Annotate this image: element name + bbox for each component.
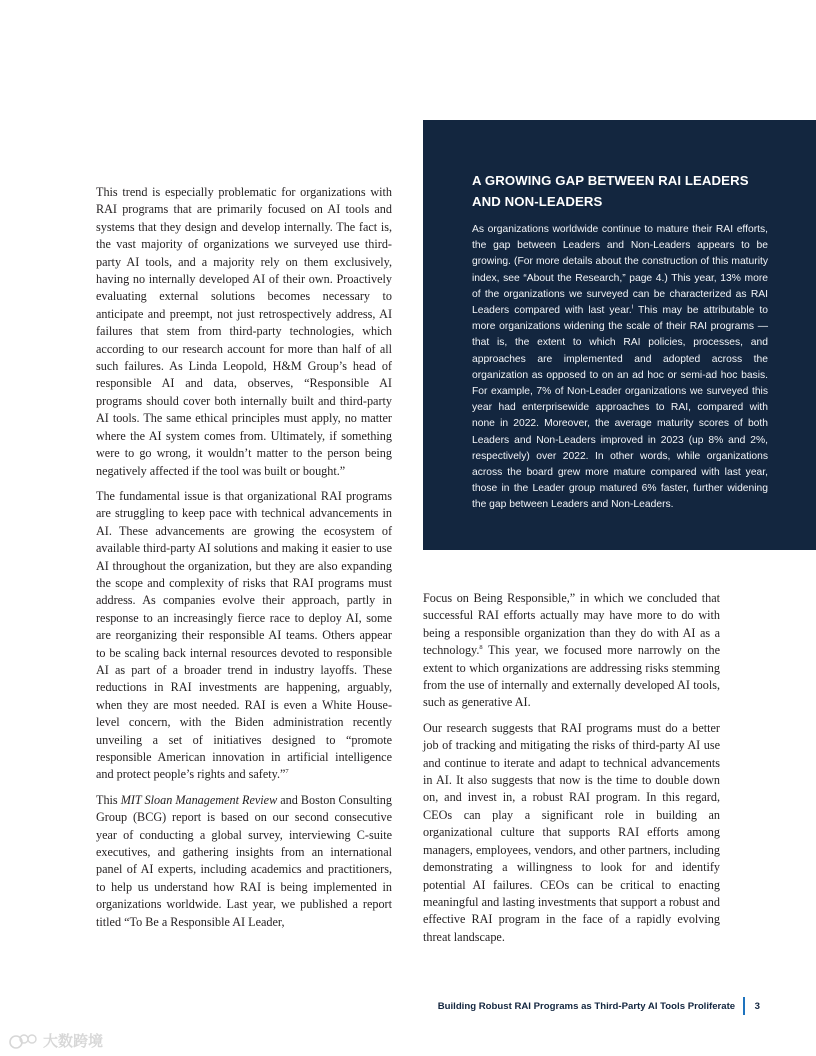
footnote-ref-8: 8 [479, 644, 483, 652]
publication-name: MIT Sloan Management Review [120, 792, 278, 807]
footer-title: Building Robust RAI Programs as Third-Party AI Tools Proliferate [437, 1000, 736, 1012]
left-paragraph-3-text: and Boston Consulting Group (BCG) report is based on our second consecutive year of conducting a global survey, interviewing C-suite executives, and gathering insights from an international panel of AI experts, including academics and practitioners, to help us understand how RAI is being implemented in organizations worldwide. Last year, we published a report titled “To Be a Responsible AI Leader, [96, 792, 392, 929]
footnote-ref-7: 7 [285, 768, 289, 776]
sidebar-body [472, 222, 768, 514]
watermark-text: 大数跨境 [43, 1032, 104, 1050]
right-paragraph-2: Our research suggests that RAI programs must do a better job of tracking and mitigating the risks of third-party AI use and continue to iterate and adapt to technical advancements in AI. It also suggests that now is the time to double down on, and invest in, a robust RAI program. In this regard, CEOs can play a significant role in building an organizational culture that supports RAI efforts among managers, employees, vendors, and other partners, including demonstrating a willingness to look for and identify potential AI failures. CEOs can be critical to enacting meaningful and lasting investments that support a robust and effective RAI program in the face of a rapidly evolving threat landscape. [423, 720, 720, 944]
footer-divider [743, 997, 745, 1015]
sidebar-title: A GROWING GAP BETWEEN RAI LEADERS AND NON-LEADERS [472, 173, 749, 209]
page-number: 3 [754, 1000, 760, 1012]
watermark [8, 1030, 103, 1051]
left-column [96, 184, 392, 939]
right-column [423, 590, 720, 954]
right-paragraph-1-text-b: This year, we focused more narrowly on the extent to which organizations are addressing risks stemming from the use of internally and externally developed AI tools, such as generative AI. [423, 643, 720, 710]
left-paragraph-3-lead: This [96, 792, 121, 807]
right-paragraph-1-text-a: Focus on Being Responsible,” in which we concluded that successful RAI efforts actually may have more to do with being a responsible organization than they do with AI as a technology. [423, 591, 720, 658]
right-paragraph-1 [423, 590, 720, 712]
left-paragraph-3 [96, 792, 392, 931]
sidebar-box [423, 120, 816, 550]
footnote-ref-i: i [631, 303, 634, 311]
left-paragraph-2 [96, 488, 392, 784]
watermark-logo-icon [8, 1032, 40, 1050]
page-footer [438, 997, 760, 1015]
sidebar-body-text-b: This may be attributable to more organizations widening the scale of their RAI programs — that is, the extent to which RAI policies, processes, and approaches are implemented and adopted across the organization as opposed to on an ad hoc or semi-ad hoc basis. For example, 7% of Non-Leader organizations we surveyed this year had enterprisewide approaches to RAI, compared with none in 2022. Moreover, the average maturity scores of both Leaders and Non-Leaders improved in 2023 (up 8% and 2%, respectively) over 2022. In other words, while organizations across the board grew more mature compared with last year, those in the Leader group matured 6% faster, further widening the gap between Leaders and Non-Leaders. [472, 305, 768, 511]
left-paragraph-2-text: The fundamental issue is that organizational RAI programs are struggling to keep pace with technical advancements in AI. These advancements are growing the ecosystem of available third-party AI solutions and making it easier to use AI throughout the organization, but they are also expanding the scope and complexity of risks that RAI programs must address. As companies evolve their approach, partly in response to an increasingly fierce race to deploy AI, some are reorganizing their responsible AI teams. Others appear to be scaling back internal resources devoted to responsible AI as part of a broader trend in industry layoffs. These reductions in RAI investments are happening, arguably, when they are most needed. RAI is even a White House-level concern, with the Biden administration recently unveiling a set of initiatives designed to “promote responsible American innovation in artificial intelligence and protect people’s rights and safety.” [96, 488, 392, 782]
left-paragraph-1: This trend is especially problematic for organizations with RAI programs that are primarily focused on AI tools and systems that they design and develop internally. The fact is, the vast majority of organizations we surveyed use third-party AI tools, and a majority rely on them exclusively, having no internally developed AI of their own. Proactively evaluating external solutions becomes necessary to anticipate and preempt, not just retrospectively address, AI failures that stem from third-party technologies, which according to our research account for more than half of all such failures. As Linda Leopold, H&M Group’s head of responsible AI and data, observes, “Responsible AI programs should cover both internally built and third-party AI tools. The same ethical principles must apply, no matter where the AI system comes from. Ultimately, if something were to go wrong, it wouldn’t matter to the person being negatively affected if the tool was built or bought.” [96, 185, 392, 478]
sidebar-body-text-a: As organizations worldwide continue to mature their RAI efforts, the gap between Leaders and Non-Leaders appears to be growing. (For more details about the construction of this maturity index, see “About the Research,” page 4.) This year, 13% more of the organizations we surveyed can be characterized as RAI Leaders compared with last year. [472, 224, 768, 317]
